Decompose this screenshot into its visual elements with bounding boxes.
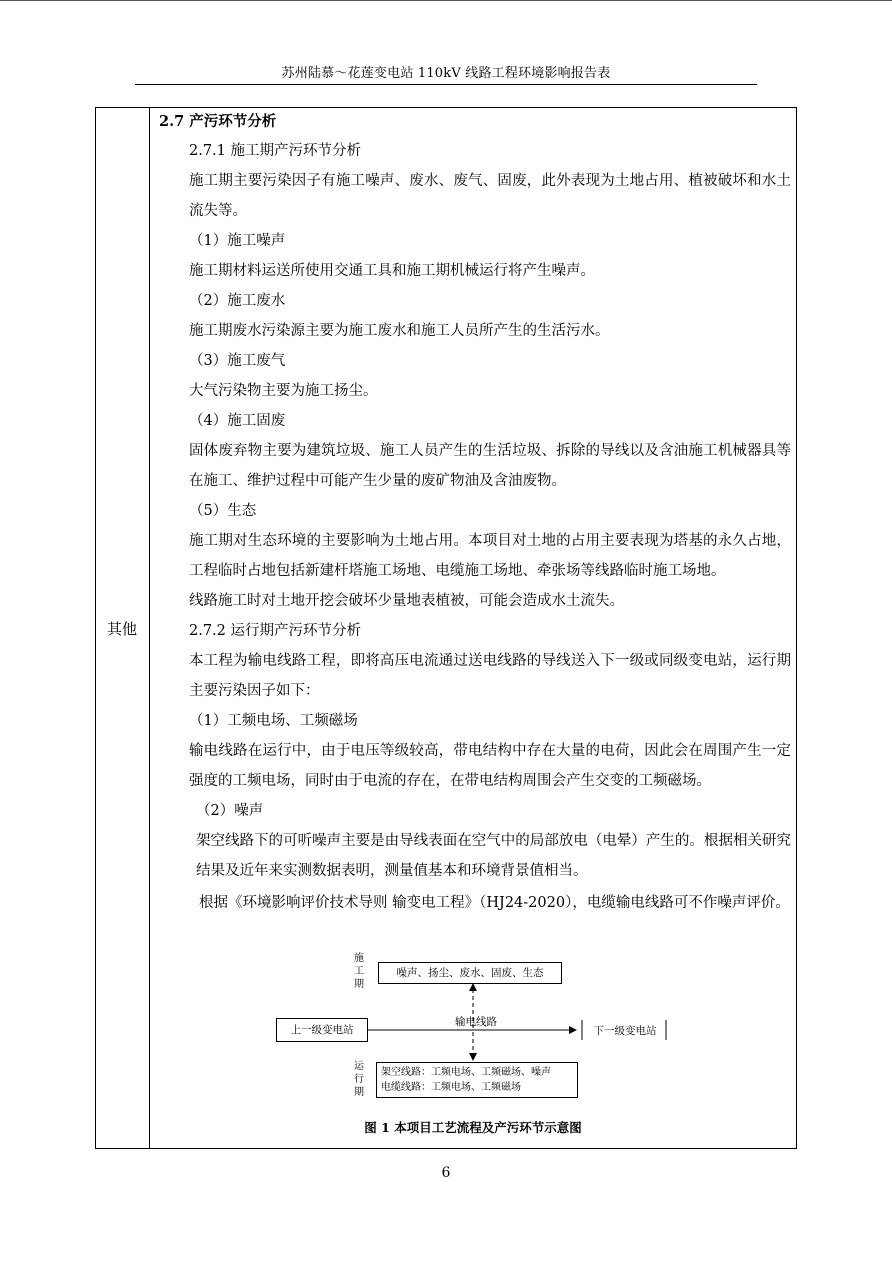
item-title-wastewater: （2）施工废水 — [189, 293, 286, 309]
item-text-noise: 施工期材料运送所使用交通工具和施工期机械运行将产生噪声。 — [189, 263, 595, 279]
content-cell — [159, 108, 791, 916]
figure-caption: 图 1 本项目工艺流程及产污环节示意图 — [364, 1120, 582, 1135]
header-rule — [135, 84, 757, 85]
item-title-exhaust: （3）施工废气 — [189, 353, 286, 369]
page-number: 6 — [441, 1165, 451, 1181]
item-text-solid-waste: 固体废弃物主要为建筑垃圾、施工人员产生的生活垃圾、拆除的导线以及含油施工机械器具等在施工、维护过程中可能产生少量的废矿物油及含油废物。 — [189, 443, 791, 489]
subsection-title-operation: 2.7.2 运行期产污环节分析 — [189, 623, 362, 639]
subsection-title-construction: 2.7.1 施工期产污环节分析 — [189, 143, 362, 159]
paragraph-cable-noise: 根据《环境影响评价技术导则 输变电工程》（HJ24-2020），电缆输电线路可不作噪声评价。 — [199, 895, 790, 911]
item-title-op-noise: （2）噪声 — [196, 803, 264, 819]
row-label-other: 其他 — [106, 620, 137, 638]
operation-pollutants-box — [376, 1062, 578, 1098]
section-title: 2.7 产污环节分析 — [159, 113, 277, 130]
downstream-substation-label: 下一级变电站 — [593, 1025, 657, 1037]
item-title-emf: （1）工频电场、工频磁场 — [189, 713, 358, 729]
transmission-line-label: 输电线路 — [455, 1016, 497, 1028]
operation-overhead-line: 架空线路：工频电场、工频磁场、噪声 — [381, 1067, 551, 1078]
construction-period-label: 施工期 — [354, 953, 364, 990]
item-text-wastewater: 施工期废水污染源主要为施工废水和施工人员所产生的生活污水。 — [189, 323, 610, 339]
upstream-substation-box: 上一级变电站 — [276, 1018, 368, 1042]
item-text-ecology-1: 施工期对生态环境的主要影响为土地占用。本项目对土地的占用主要表现为塔基的永久占地，工程临时占地包括新建杆塔施工场地、电缆施工场地、牵张场等线路临时施工场地。 — [189, 533, 791, 579]
item-title-ecology: （5）生态 — [189, 503, 257, 519]
item-text-op-noise: 架空线路下的可听噪声主要是由导线表面在空气中的局部放电（电晕）产生的。根据相关研究结果及近年来实测数据表明，测量值基本和环境背景值相当。 — [196, 833, 791, 879]
operation-period-label: 运行期 — [354, 1061, 364, 1098]
item-text-ecology-2: 线路施工时对土地开挖会破坏少量地表植被，可能会造成水土流失。 — [189, 593, 624, 609]
paragraph-operation-intro: 本工程为输电线路工程，即将高压电流通过送电线路的导线送入下一级或同级变电站，运行期主要污染因子如下： — [189, 653, 791, 699]
document-header: 苏州陆慕～花莲变电站 110kV 线路工程环境影响报告表 — [281, 66, 611, 81]
item-text-emf: 输电线路在运行中，由于电压等级较高，带电结构中存在大量的电荷，因此会在周围产生一定强度的工频电场，同时由于电流的存在，在带电结构周围会产生交变的工频磁场。 — [189, 743, 791, 789]
operation-cable-line: 电缆线路：工频电场、工频磁场 — [381, 1082, 521, 1093]
construction-pollutants-box: 噪声、扬尘、废水、固废、生态 — [378, 962, 562, 984]
paragraph-intro: 施工期主要污染因子有施工噪声、废水、废气、固废，此外表现为土地占用、植被破坏和水土流失等。 — [189, 173, 791, 219]
item-title-solid-waste: （4）施工固废 — [189, 413, 286, 429]
item-text-exhaust: 大气污染物主要为施工扬尘。 — [189, 383, 378, 399]
page-top-border — [0, 0, 892, 1]
item-title-noise: （1）施工噪声 — [189, 233, 286, 249]
